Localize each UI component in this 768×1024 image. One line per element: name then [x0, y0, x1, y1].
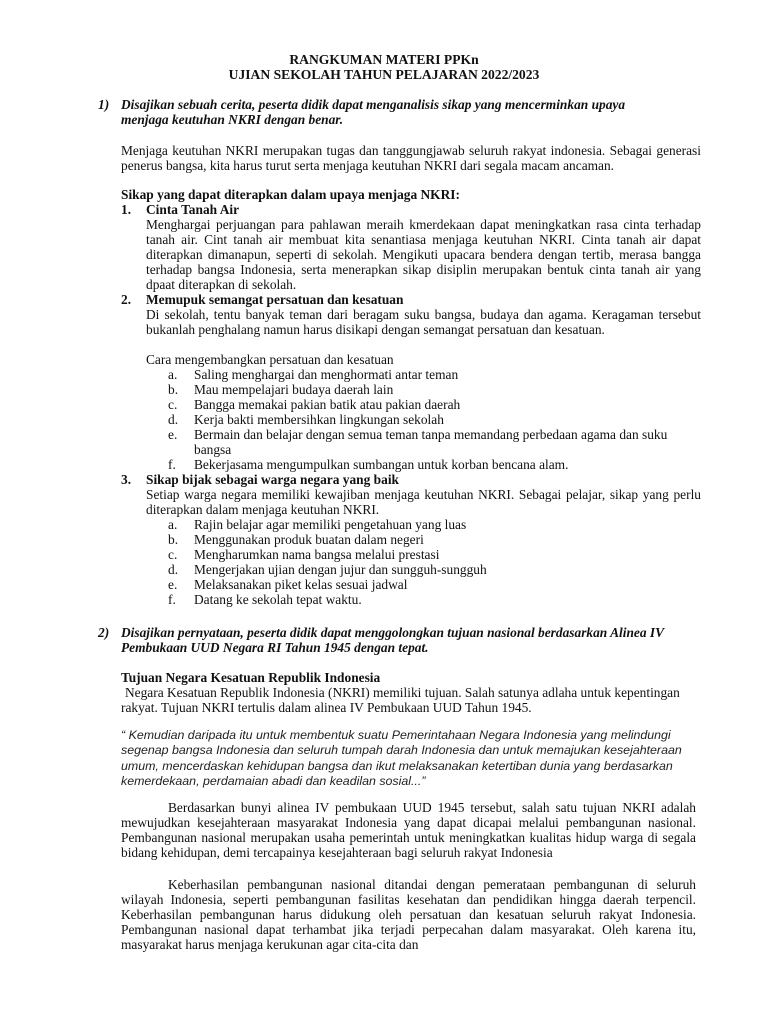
- point3-number: 3.: [121, 472, 132, 487]
- list-item-text: Mengharumkan nama bangsa melalui prestasi: [194, 547, 440, 562]
- document-subtitle: UJIAN SEKOLAH TAHUN PELAJARAN 2022/2023: [228, 67, 540, 82]
- list-item: [168, 397, 688, 412]
- list-item-text: Bekerjasama mengumpulkan sumbangan untuk korban bencana alam.: [194, 457, 569, 472]
- point2-number: 2.: [121, 292, 132, 307]
- list-marker: b.: [168, 532, 179, 547]
- section1-subheading: Sikap yang dapat diterapkan dalam upaya menjaga NKRI:: [121, 187, 460, 202]
- list-item-text: Mengerjakan ujian dengan jujur dan sungguh-sungguh: [194, 562, 487, 577]
- list-item: [168, 412, 688, 427]
- list-item: [168, 382, 688, 397]
- list-marker: a.: [168, 367, 178, 382]
- list-item: [168, 427, 674, 457]
- point2-sub-intro: Cara mengembangkan persatuan dan kesatuan: [146, 352, 394, 367]
- document-title: RANGKUMAN MATERI PPKn: [289, 52, 479, 67]
- section2-heading: Tujuan Negara Kesatuan Republik Indonesia: [121, 670, 381, 685]
- list-item: [168, 562, 688, 577]
- list-item-text: Mau mempelajari budaya daerah lain: [194, 382, 394, 397]
- point3-text: Setiap warga negara memiliki kewajiban menjaga keutuhan NKRI. Sebagai pelajar, sikap yang perlu diterapkan dalam menjaga keutuhan NKRI.: [146, 487, 701, 517]
- constitution-quote: “ Kemudian daripada itu untuk membentuk suatu Pemerintahaan Negara Indonesia yang melindungi segenap bangsa Indonesia dan seluruh tumpah darah Indonesia dan untuk memajukan kesejahteraan umum, mencerdaskan kehidupan bangsa dan ikut melaksanakan ketertiban dunia yang berdasarkan kemerdekaan, perdamaian abadi dan keadilan sosial...”: [121, 728, 682, 789]
- point3-list: [168, 517, 688, 607]
- list-marker: c.: [168, 547, 178, 562]
- list-marker: a.: [168, 517, 178, 532]
- list-item-text: Kerja bakti membersihkan lingkungan sekolah: [194, 412, 444, 427]
- point1-number: 1.: [121, 202, 132, 217]
- list-item: [168, 592, 688, 607]
- point1-title: Cinta Tanah Air: [146, 202, 240, 217]
- list-item: [168, 517, 688, 532]
- list-item-text: Rajin belajar agar memiliki pengetahuan yang luas: [194, 517, 467, 532]
- list-marker: f.: [168, 457, 176, 472]
- list-marker: f.: [168, 592, 176, 607]
- list-item: [168, 532, 688, 547]
- section1-question: Disajikan sebuah cerita, peserta didik dapat menganalisis sikap yang mencerminkan upaya menjaga keutuhan NKRI dengan benar.: [121, 97, 626, 127]
- list-marker: d.: [168, 412, 179, 427]
- point3-title: Sikap bijak sebagai warga negara yang baik: [146, 472, 399, 487]
- list-marker: c.: [168, 397, 178, 412]
- point1-text: Menghargai perjuangan para pahlawan meraih kmerdekaan dapat meningkatkan rasa cinta terhadap tanah air. Cint tanah air membuat kita senantiasa menjaga keutuhan NKRI. Cinta tanah air dapat diterapkan dimanapun, seperti di sekolah. Mengikuti upacara bendera dengan tertib, merasa bangga terhadap bangsa Indonesia, serta menerapkan sikap disiplin merupakan bentuk cinta tanah air yang dpaat diterapkan di sekolah.: [146, 217, 701, 292]
- point2-title: Memupuk semangat persatuan dan kesatuan: [146, 292, 404, 307]
- list-item: [168, 457, 688, 472]
- section2-question: Disajikan pernyataan, peserta didik dapat menggolongkan tujuan nasional berdasarkan Alinea IV Pembukaan UUD Negara RI Tahun 1945 dengan tepat.: [121, 625, 664, 655]
- section2-number: 2): [98, 625, 110, 640]
- point2-text: Di sekolah, tentu banyak teman dari beragam suku bangsa, budaya dan agama. Keragaman tersebut bukanlah penghalang namun harus disikapi dengan semangat persatuan dan kesatuan.: [146, 307, 701, 337]
- list-marker: b.: [168, 382, 179, 397]
- section1-intro: Menjaga keutuhan NKRI merupakan tugas dan tanggungjawab seluruh rakyat indonesia. Sebagai generasi penerus bangsa, kita harus turut serta menjaga keutuhan NKRI dari segala macam ancaman.: [121, 143, 701, 173]
- list-item-text: Datang ke sekolah tepat waktu.: [194, 592, 362, 607]
- list-item-text: Bangga memakai pakian batik atau pakian daerah: [194, 397, 461, 412]
- list-marker: d.: [168, 562, 179, 577]
- section2-paragraph-2: Keberhasilan pembangunan nasional ditandai dengan pemerataan pembangunan di seluruh wilayah Indonesia, seperti pembangunan fasilitas kesehatan dan pendidikan hingga daerah terpencil. Keberhasilan pembangunan harus didukung oleh persatuan dan kesatuan seluruh rakyat Indonesia. Pembangunan nasional dapat terhambat jika terjadi perpecahan dalam masyarakat. Oleh karena itu, masyarakat harus menjaga kerukunan agar cita-cita dan: [121, 877, 696, 952]
- list-item-text: Saling menghargai dan menghormati antar teman: [194, 367, 459, 382]
- point2-list: [168, 367, 688, 472]
- section1-number: 1): [98, 97, 110, 112]
- list-item: [168, 547, 688, 562]
- list-item: [168, 367, 688, 382]
- section2-paragraph-1: Berdasarkan bunyi alinea IV pembukaan UUD 1945 tersebut, salah satu tujuan NKRI adalah mewujudkan kesejahteraan masyarakat Indonesia yang dapat dicapai melalui pembangunan nasional. Pembangunan nasional merupakan usaha pemerintah untuk meningkatkan kualitas hidup warga di segala bidang kehidupan, demi tercapainya kesejahteraan bagi seluruh rakyat Indonesia: [121, 800, 696, 860]
- list-marker: e.: [168, 577, 178, 592]
- list-item-text: Menggunakan produk buatan dalam negeri: [194, 532, 424, 547]
- section2-intro: Negara Kesatuan Republik Indonesia (NKRI) memiliki tujuan. Salah satunya adlaha untuk kepentingan rakyat. Tujuan NKRI tertulis dalam alinea IV Pembukaan UUD Tahun 1945.: [121, 685, 680, 715]
- list-item-text: Melaksanakan piket kelas sesuai jadwal: [194, 577, 408, 592]
- list-item-text: Bermain dan belajar dengan semua teman tanpa memandang perbedaan agama dan suku bangsa: [194, 427, 668, 457]
- list-item: [168, 577, 688, 592]
- list-marker: e.: [168, 427, 178, 442]
